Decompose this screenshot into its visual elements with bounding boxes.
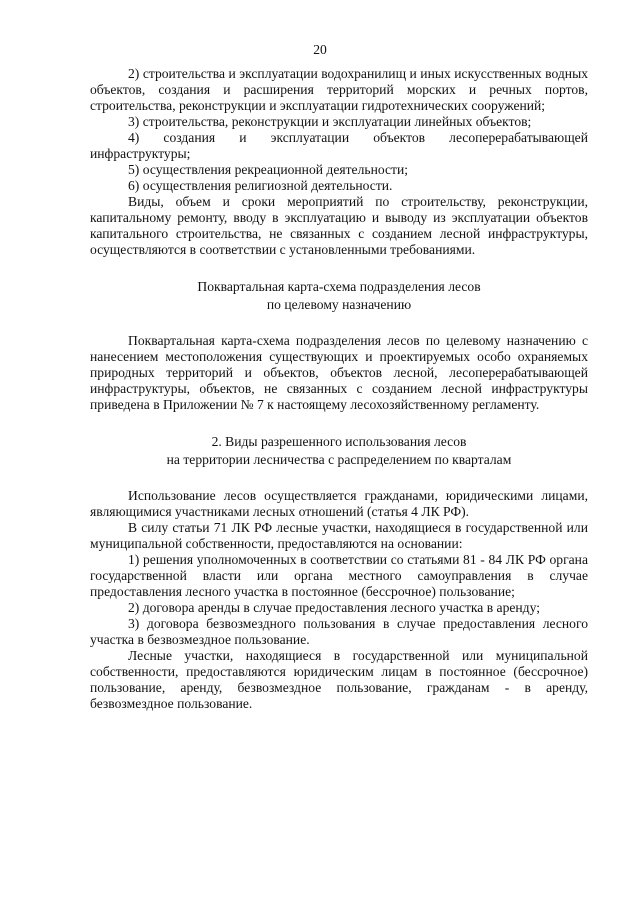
list-item: 6) осуществления религиозной деятельности. xyxy=(128,178,393,193)
section-heading-use xyxy=(90,433,588,468)
page-number: 20 xyxy=(313,42,327,57)
list-item: 3) строительства, реконструкции и эксплуатации линейных объектов; xyxy=(128,114,532,129)
list-item: 4) создания и эксплуатации объектов лесоперерабатывающей инфраструктуры; xyxy=(90,130,588,161)
section-heading-line: Поквартальная карта-схема подразделения лесов xyxy=(197,279,481,294)
list-item: 5) осуществления рекреационной деятельности; xyxy=(128,162,409,177)
body-paragraph: Использование лесов осуществляется гражданами, юридическими лицами, являющимися участниками лесных отношений (статья 4 ЛК РФ). xyxy=(90,488,588,519)
section-heading-line: на территории лесничества с распределением по кварталам xyxy=(166,451,512,467)
list-item: 2) строительства и эксплуатации водохранилищ и иных искусственных водных объектов, создания и расширения территорий морских и речных портов, строительства, реконструкции и эксплуатации гидротехнических сооружений; xyxy=(90,66,588,113)
list-item: 3) договора безвозмездного пользования в случае предоставления лесного участка в безвозмездное пользование. xyxy=(90,616,588,647)
section-heading-map xyxy=(90,278,588,313)
body-paragraph: Поквартальная карта-схема подразделения лесов по целевому назначению с нанесением местоположения существующих и проектируемых особо охраняемых природных территорий и объектов, объектов лесной, лесоперерабатывающей инфраструктуры, объектов, не связанных с созданием лесной инфраструктуры приведена в Приложении № 7 к настоящему лесохозяйственному регламенту. xyxy=(90,333,588,412)
section-heading-line: по целевому назначению xyxy=(266,296,412,312)
list-item: 1) решения уполномоченных в соответствии со статьями 81 - 84 ЛК РФ органа государственной власти или органа местного самоуправления в случае предоставления лесного участка в постоянное (бессрочное) пользование; xyxy=(90,552,588,599)
document-body xyxy=(90,66,588,712)
body-paragraph: Лесные участки, находящиеся в государственной или муниципальной собственности, предоставляются юридическим лицам в постоянное (бессрочное) пользование, аренду, безвозмездное пользование, гражданам - в аренду, безвозмездное пользование. xyxy=(90,648,588,711)
body-paragraph: Виды, объем и сроки мероприятий по строительству, реконструкции, капитальному ремонту, вводу в эксплуатацию и выводу из эксплуатации объектов капитального строительства, не связанных с созданием лесной инфраструктуры, осуществляются в соответствии с установленными требованиями. xyxy=(90,194,588,257)
list-item: 2) договора аренды в случае предоставления лесного участка в аренду; xyxy=(128,600,540,615)
section-heading-line: 2. Виды разрешенного использования лесов xyxy=(211,434,467,449)
body-paragraph: В силу статьи 71 ЛК РФ лесные участки, находящиеся в государственной или муниципальной собственности, предоставляются на основании: xyxy=(90,520,588,551)
